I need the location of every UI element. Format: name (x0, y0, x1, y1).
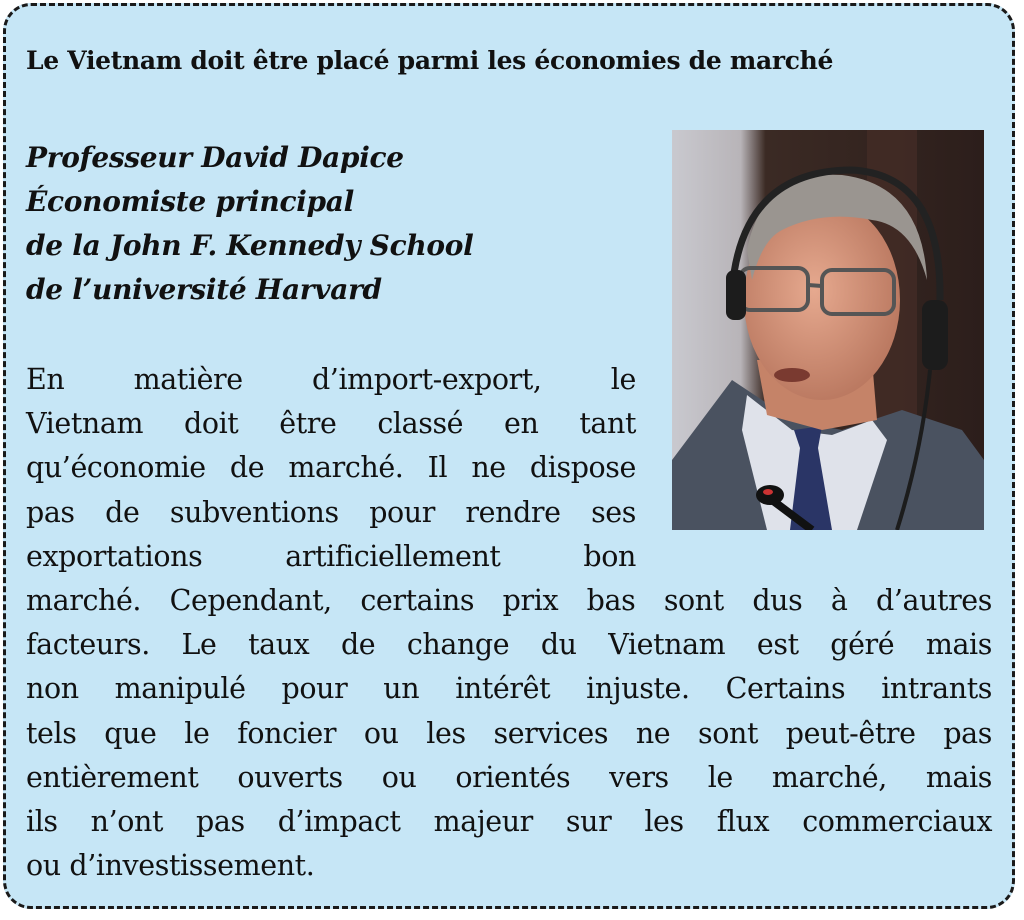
body-line: qu’économie de marché. Il ne dispose (26, 451, 636, 485)
body-line: non manipulé pour un intérêt injuste. Certains intrants (26, 672, 992, 706)
body-line: ou d’investissement. (26, 849, 315, 883)
author-university: de l’université Harvard (26, 273, 382, 306)
body-line: En matière d’import-export, le (26, 363, 636, 396)
body-line: tels que le foncier ou les services ne sont peut-être pas (26, 716, 992, 750)
body-line: exportations artificiellement bon (26, 539, 636, 573)
body-line: Vietnam doit être classé en tant (26, 407, 636, 441)
body-line: ils n’ont pas d’impact majeur sur les flux commerciaux (26, 804, 992, 838)
headline: Le Vietnam doit être placé parmi les économies de marché (26, 46, 834, 75)
body-line: entièrement ouverts ou orientés vers le marché, mais (26, 760, 992, 794)
author-block (26, 136, 474, 312)
body-line: marché. Cependant, certains prix bas sont dus à d’autres (26, 583, 992, 617)
author-role: Économiste principal (26, 185, 354, 218)
body-line: pas de subventions pour rendre ses (26, 495, 636, 529)
quote-box (3, 3, 1015, 909)
body-line: facteurs. Le taux de change du Vietnam est géré mais (26, 628, 992, 662)
author-name: Professeur David Dapice (26, 141, 404, 174)
author-institution: de la John F. Kennedy School (26, 229, 474, 262)
article-body (26, 358, 992, 888)
